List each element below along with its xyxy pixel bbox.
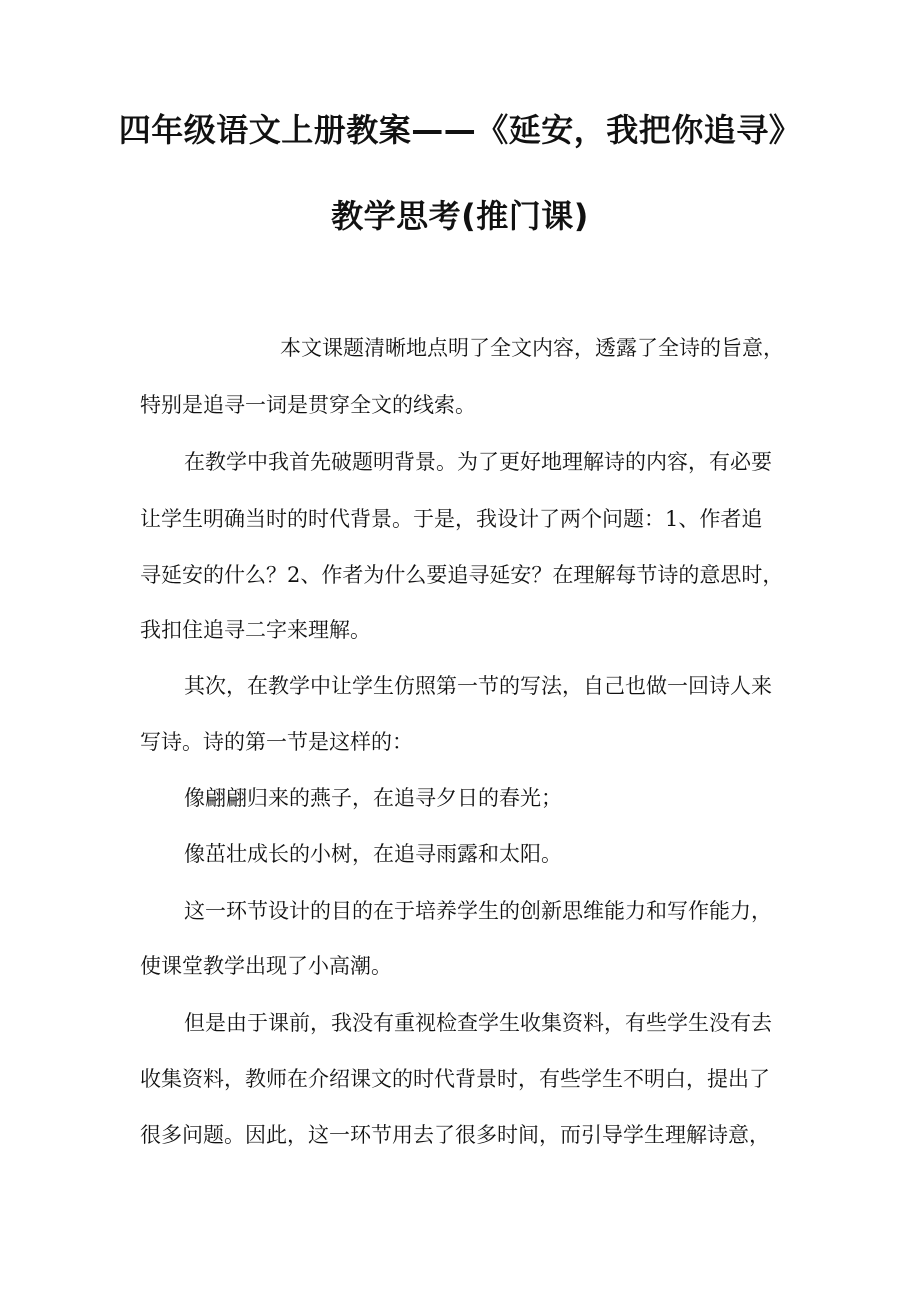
poem-line: 像翩翩归来的燕子，在追寻夕日的春光； bbox=[184, 786, 562, 810]
body-text-line: 特别是追寻一词是贯穿全文的线索。 bbox=[140, 393, 476, 417]
body-text-line: 在教学中我首先破题明背景。为了更好地理解诗的内容，有必要 bbox=[184, 450, 772, 474]
body-text-line: 很多问题。因此，这一环节用去了很多时间，而引导学生理解诗意， bbox=[140, 1123, 770, 1147]
body-text-line: 这一环节设计的目的在于培养学生的创新思维能力和写作能力， bbox=[184, 899, 772, 923]
body-text-line: 让学生明确当时的时代背景。于是，我设计了两个问题：1、作者追 bbox=[140, 507, 763, 531]
poem-line: 像茁壮成长的小树，在追寻雨露和太阳。 bbox=[184, 842, 562, 866]
document-title-line-1: 四年级语文上册教案——《延安，我把你追寻》 bbox=[118, 111, 802, 149]
body-text-line: 寻延安的什么？2、作者为什么要追寻延安？在理解每节诗的意思时， bbox=[140, 563, 784, 587]
body-text-line: 本文课题清晰地点明了全文内容，透露了全诗的旨意， bbox=[280, 336, 784, 360]
body-text-line: 其次，在教学中让学生仿照第一节的写法，自己也做一回诗人来 bbox=[184, 674, 772, 698]
document-title-line-2: 教学思考(推门课) bbox=[331, 197, 589, 235]
body-text-line: 写诗。诗的第一节是这样的： bbox=[140, 730, 413, 754]
body-text-line: 我扣住追寻二字来理解。 bbox=[140, 618, 371, 642]
body-text-line: 收集资料，教师在介绍课文的时代背景时，有些学生不明白，提出了 bbox=[140, 1067, 770, 1091]
body-text-line: 使课堂教学出现了小高潮。 bbox=[140, 954, 392, 978]
body-text-line: 但是由于课前，我没有重视检查学生收集资料，有些学生没有去 bbox=[184, 1011, 772, 1035]
